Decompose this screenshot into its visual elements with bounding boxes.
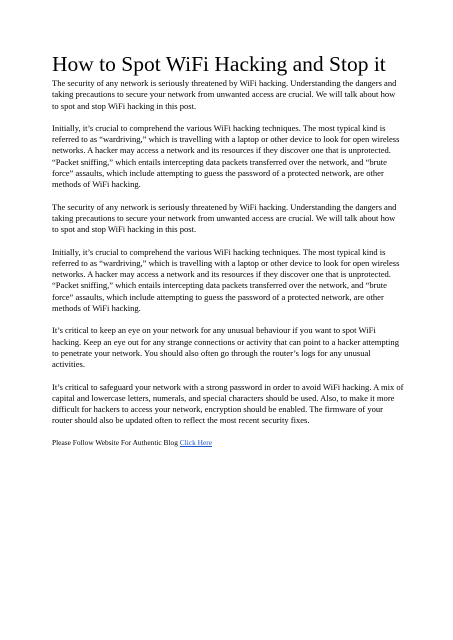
footer-line — [52, 438, 404, 448]
document-page — [52, 52, 404, 448]
paragraph-spotting: It’s critical to keep an eye on your network for any unusual behaviour if you want to spot WiFi hacking. Keep an eye out for any strange connections or activity that can point to a hacker attempting to penetrate your network. You should also often go through the router’s logs for any unusual activities. — [52, 325, 399, 370]
paragraph-intro: The security of any network is seriously threatened by WiFi hacking. Understanding the dangers and taking precautions to secure your network from unwanted access are crucial. We will talk about how to spot and stop WiFi hacking in this post. — [52, 78, 397, 111]
document-title: How to Spot WiFi Hacking and Stop it — [52, 52, 386, 76]
footer-text: Please Follow Website For Authentic Blog — [52, 437, 178, 447]
paragraph-techniques-repeat: Initially, it’s crucial to comprehend the various WiFi hacking techniques. The most typical kind is referred to as “wardriving,” which is travelling with a laptop or other device to look for open wireless networks. A hacker may access a network and its resources if they discover one that is unprotected. “Packet sniffing,” which entails intercepting data packets transferred over the network, and “brute force” assaults, which include attempting to guess the password of a protected network, are other methods of WiFi hacking. — [52, 246, 400, 314]
paragraph-prevention: It’s critical to safeguard your network with a strong password in order to avoid WiFi hacking. A mix of capital and lowercase letters, numerals, and special characters should be used. Also, to make it more difficult for hackers to access your network, encryption should be enabled. The firmware of your router should also be updated often to reflect the most recent security fixes. — [52, 381, 404, 426]
paragraph-intro-repeat: The security of any network is seriously threatened by WiFi hacking. Understanding the dangers and taking precautions to secure your network from unwanted access are crucial. We will talk about how to spot and stop WiFi hacking in this post. — [52, 201, 397, 235]
click-here-link[interactable]: Click Here — [179, 437, 213, 447]
paragraph-techniques: Initially, it’s crucial to comprehend the various WiFi hacking techniques. The most typical kind is referred to as “wardriving,” which is travelling with a laptop or other device to look for open wireless networks. A hacker may access a network and its resources if they discover one that is unprotected. “Packet sniffing,” which entails intercepting data packets transferred over the network, and “brute force” assaults, which include attempting to guess the password of a protected network, are other methods of WiFi hacking. — [52, 122, 400, 190]
